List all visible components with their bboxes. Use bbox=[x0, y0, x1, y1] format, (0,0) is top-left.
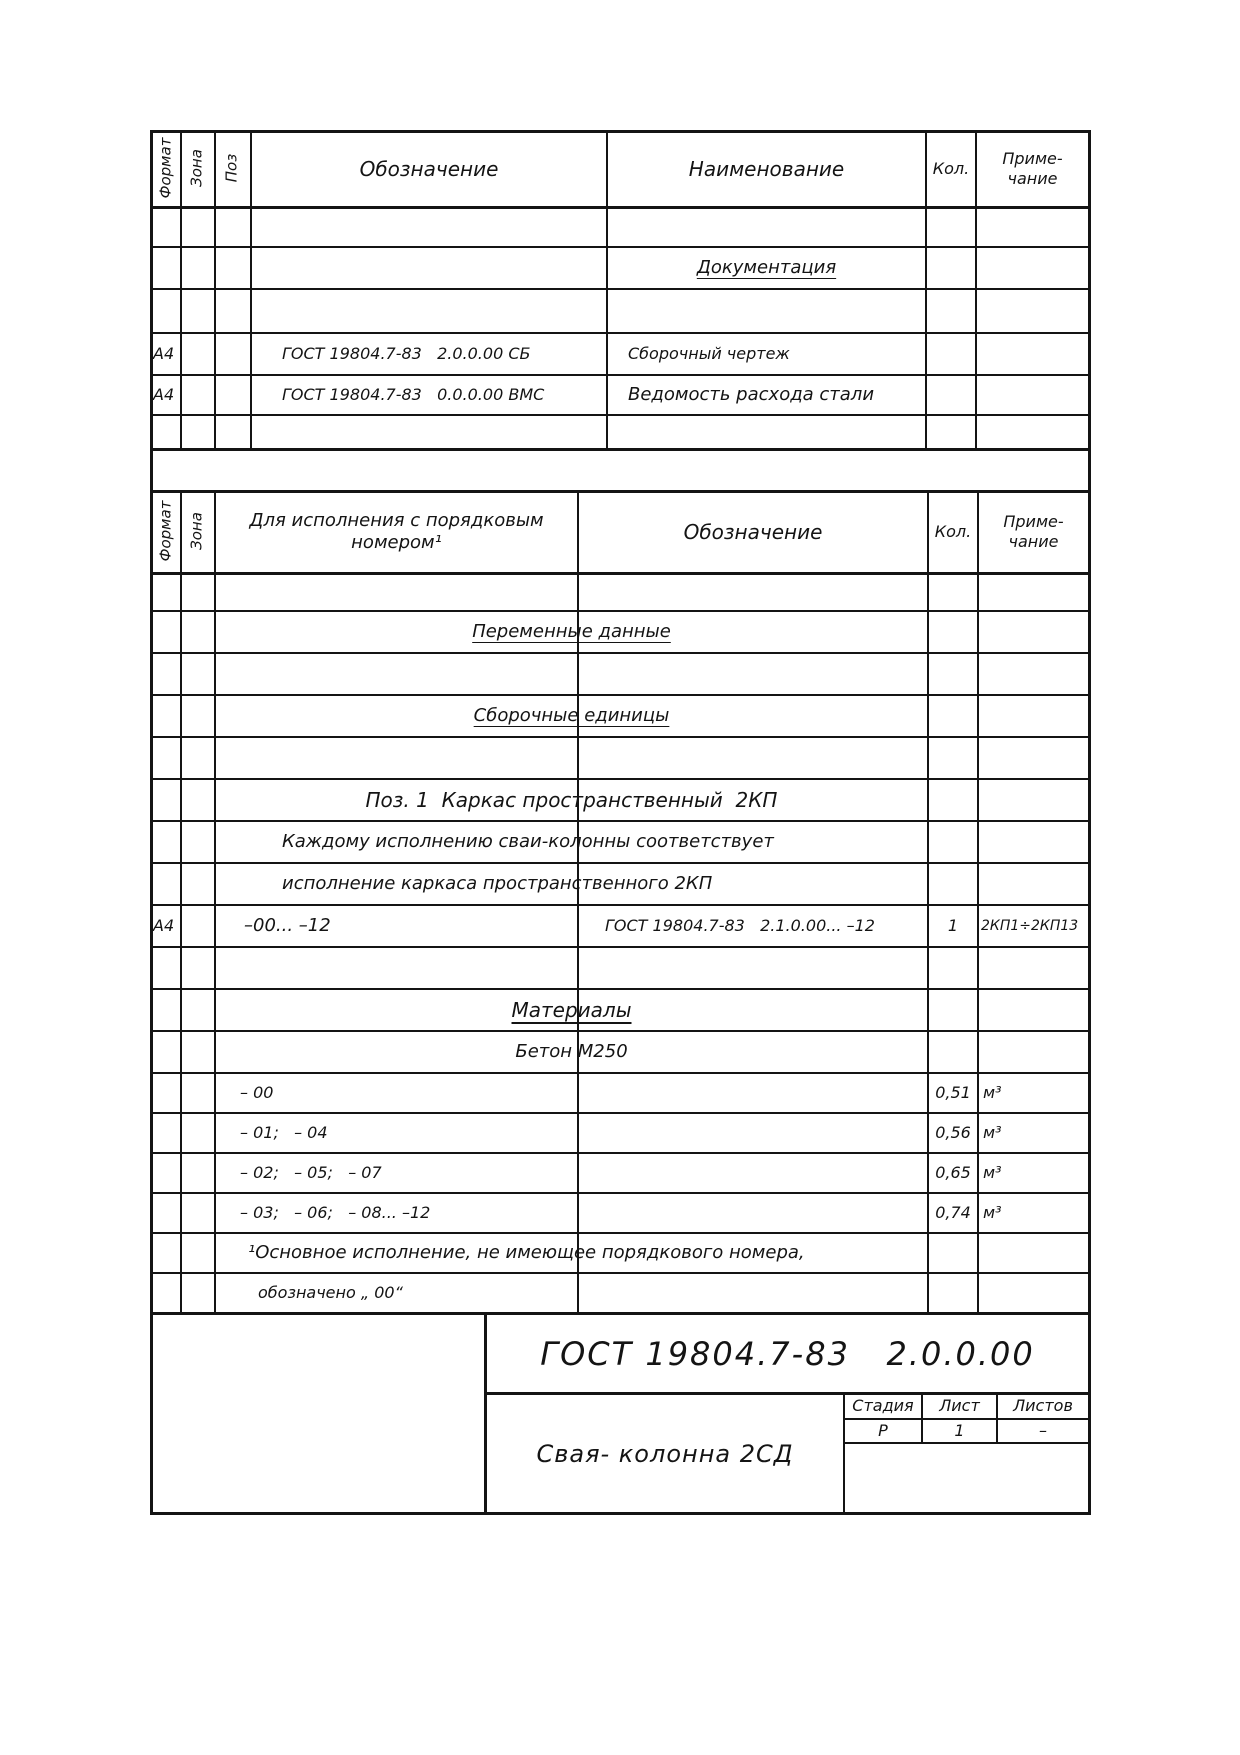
row-a4-note: 2КП1÷2КП13 bbox=[981, 918, 1079, 934]
top-header-name: Наименование bbox=[688, 157, 845, 181]
material-row-4-variant: – 03; – 06; – 08... –12 bbox=[240, 1203, 431, 1222]
frame-bottom bbox=[150, 1512, 1091, 1515]
stage-value: Р bbox=[878, 1421, 888, 1440]
material-row-1-variant: – 00 bbox=[240, 1083, 274, 1102]
row-a4-qty: 1 bbox=[947, 916, 959, 935]
footnote-line-2: обозначено „ 00“ bbox=[258, 1283, 403, 1302]
bottom-row-rule bbox=[150, 652, 1091, 654]
bottom-header-rule bbox=[150, 572, 1091, 575]
bottom-header-format: Формат bbox=[156, 500, 175, 562]
top-header-qty: Кол. bbox=[932, 159, 970, 178]
doc-row-2-designation: ГОСТ 19804.7-83 0.0.0.00 ВМС bbox=[282, 385, 545, 404]
bottom-row-rule bbox=[150, 736, 1091, 738]
material-row-1-qty: 0,51 bbox=[935, 1083, 971, 1102]
material-row-3-variant: – 02; – 05; – 07 bbox=[240, 1163, 382, 1182]
material-row-3-qty: 0,65 bbox=[935, 1163, 971, 1182]
bottom-table-end bbox=[150, 1312, 1091, 1315]
doc-row-2-format: А4 bbox=[153, 385, 175, 404]
section-documentation: Документация bbox=[696, 257, 837, 278]
pos-1-frame: Поз. 1 Каркас пространственный 2КП bbox=[365, 788, 778, 812]
sheets-label: Листов bbox=[1013, 1396, 1073, 1415]
material-row-4-unit: м³ bbox=[983, 1203, 1002, 1222]
material-row-1-unit: м³ bbox=[983, 1083, 1002, 1102]
material-row-3-unit: м³ bbox=[983, 1163, 1002, 1182]
doc-row-1-name: Сборочный чертеж bbox=[628, 344, 790, 363]
bottom-row-rule bbox=[150, 946, 1091, 948]
note-line-2: исполнение каркаса пространственного 2КП bbox=[282, 873, 713, 894]
bottom-header-designation: Обозначение bbox=[683, 520, 823, 544]
top-header-designation: Обозначение bbox=[359, 157, 499, 181]
section-assembly-units: Сборочные единицы bbox=[473, 705, 670, 726]
bottom-header-note: Приме- чание bbox=[1003, 512, 1064, 551]
document-name: Свая- колонна 2СД bbox=[536, 1439, 794, 1468]
material-row-4-qty: 0,74 bbox=[935, 1203, 971, 1222]
top-header-pos: Поз bbox=[222, 153, 241, 183]
top-header-rule bbox=[150, 206, 1091, 209]
doc-row-1-format: А4 bbox=[153, 344, 175, 363]
section-materials: Материалы bbox=[511, 998, 632, 1022]
bottom-header-zone: Зона bbox=[187, 512, 206, 550]
top-header-zone: Зона bbox=[187, 149, 206, 187]
doc-row-2-name: Ведомость расхода стали bbox=[628, 384, 875, 405]
frame-right bbox=[1088, 130, 1091, 1515]
row-a4-format: А4 bbox=[153, 916, 175, 935]
material-row-2-unit: м³ bbox=[983, 1123, 1002, 1142]
doc-row-1-designation: ГОСТ 19804.7-83 2.0.0.00 СБ bbox=[282, 344, 531, 363]
bottom-col-rule bbox=[977, 490, 979, 1312]
note-line-1: Каждому исполнению сваи-колонны соответствует bbox=[282, 831, 774, 852]
row-a4-designation: ГОСТ 19804.7-83 2.1.0.00... –12 bbox=[605, 916, 875, 935]
bottom-header-variant: Для исполнения с порядковым номером¹ bbox=[249, 509, 544, 553]
material-row-2-variant: – 01; – 04 bbox=[240, 1123, 328, 1142]
bottom-col-rule bbox=[180, 490, 182, 1312]
footnote-line-1: ¹Основное исполнение, не имеющее порядкового номера, bbox=[248, 1242, 805, 1263]
document-code: ГОСТ 19804.7-83 2.0.0.00 bbox=[540, 1335, 1035, 1373]
top-header-format: Формат bbox=[156, 137, 175, 199]
concrete-grade: Бетон М250 bbox=[515, 1041, 628, 1062]
title-block-value-rule bbox=[843, 1442, 1088, 1444]
bottom-header-qty: Кол. bbox=[934, 522, 972, 541]
sheet-value: 1 bbox=[954, 1421, 965, 1440]
row-a4-variant: –00... –12 bbox=[244, 915, 331, 936]
top-col-rule bbox=[214, 130, 216, 450]
top-row-rule bbox=[150, 288, 1091, 290]
sheet-label: Лист bbox=[939, 1396, 980, 1415]
section-variable-data: Переменные данные bbox=[472, 621, 671, 642]
material-row-2-qty: 0,56 bbox=[935, 1123, 971, 1142]
sheets-value: – bbox=[1039, 1421, 1047, 1440]
top-col-rule bbox=[180, 130, 182, 450]
top-header-note: Приме- чание bbox=[1002, 149, 1063, 188]
stage-label: Стадия bbox=[852, 1396, 914, 1415]
top-table-end bbox=[150, 448, 1091, 451]
top-row-rule bbox=[150, 414, 1091, 416]
